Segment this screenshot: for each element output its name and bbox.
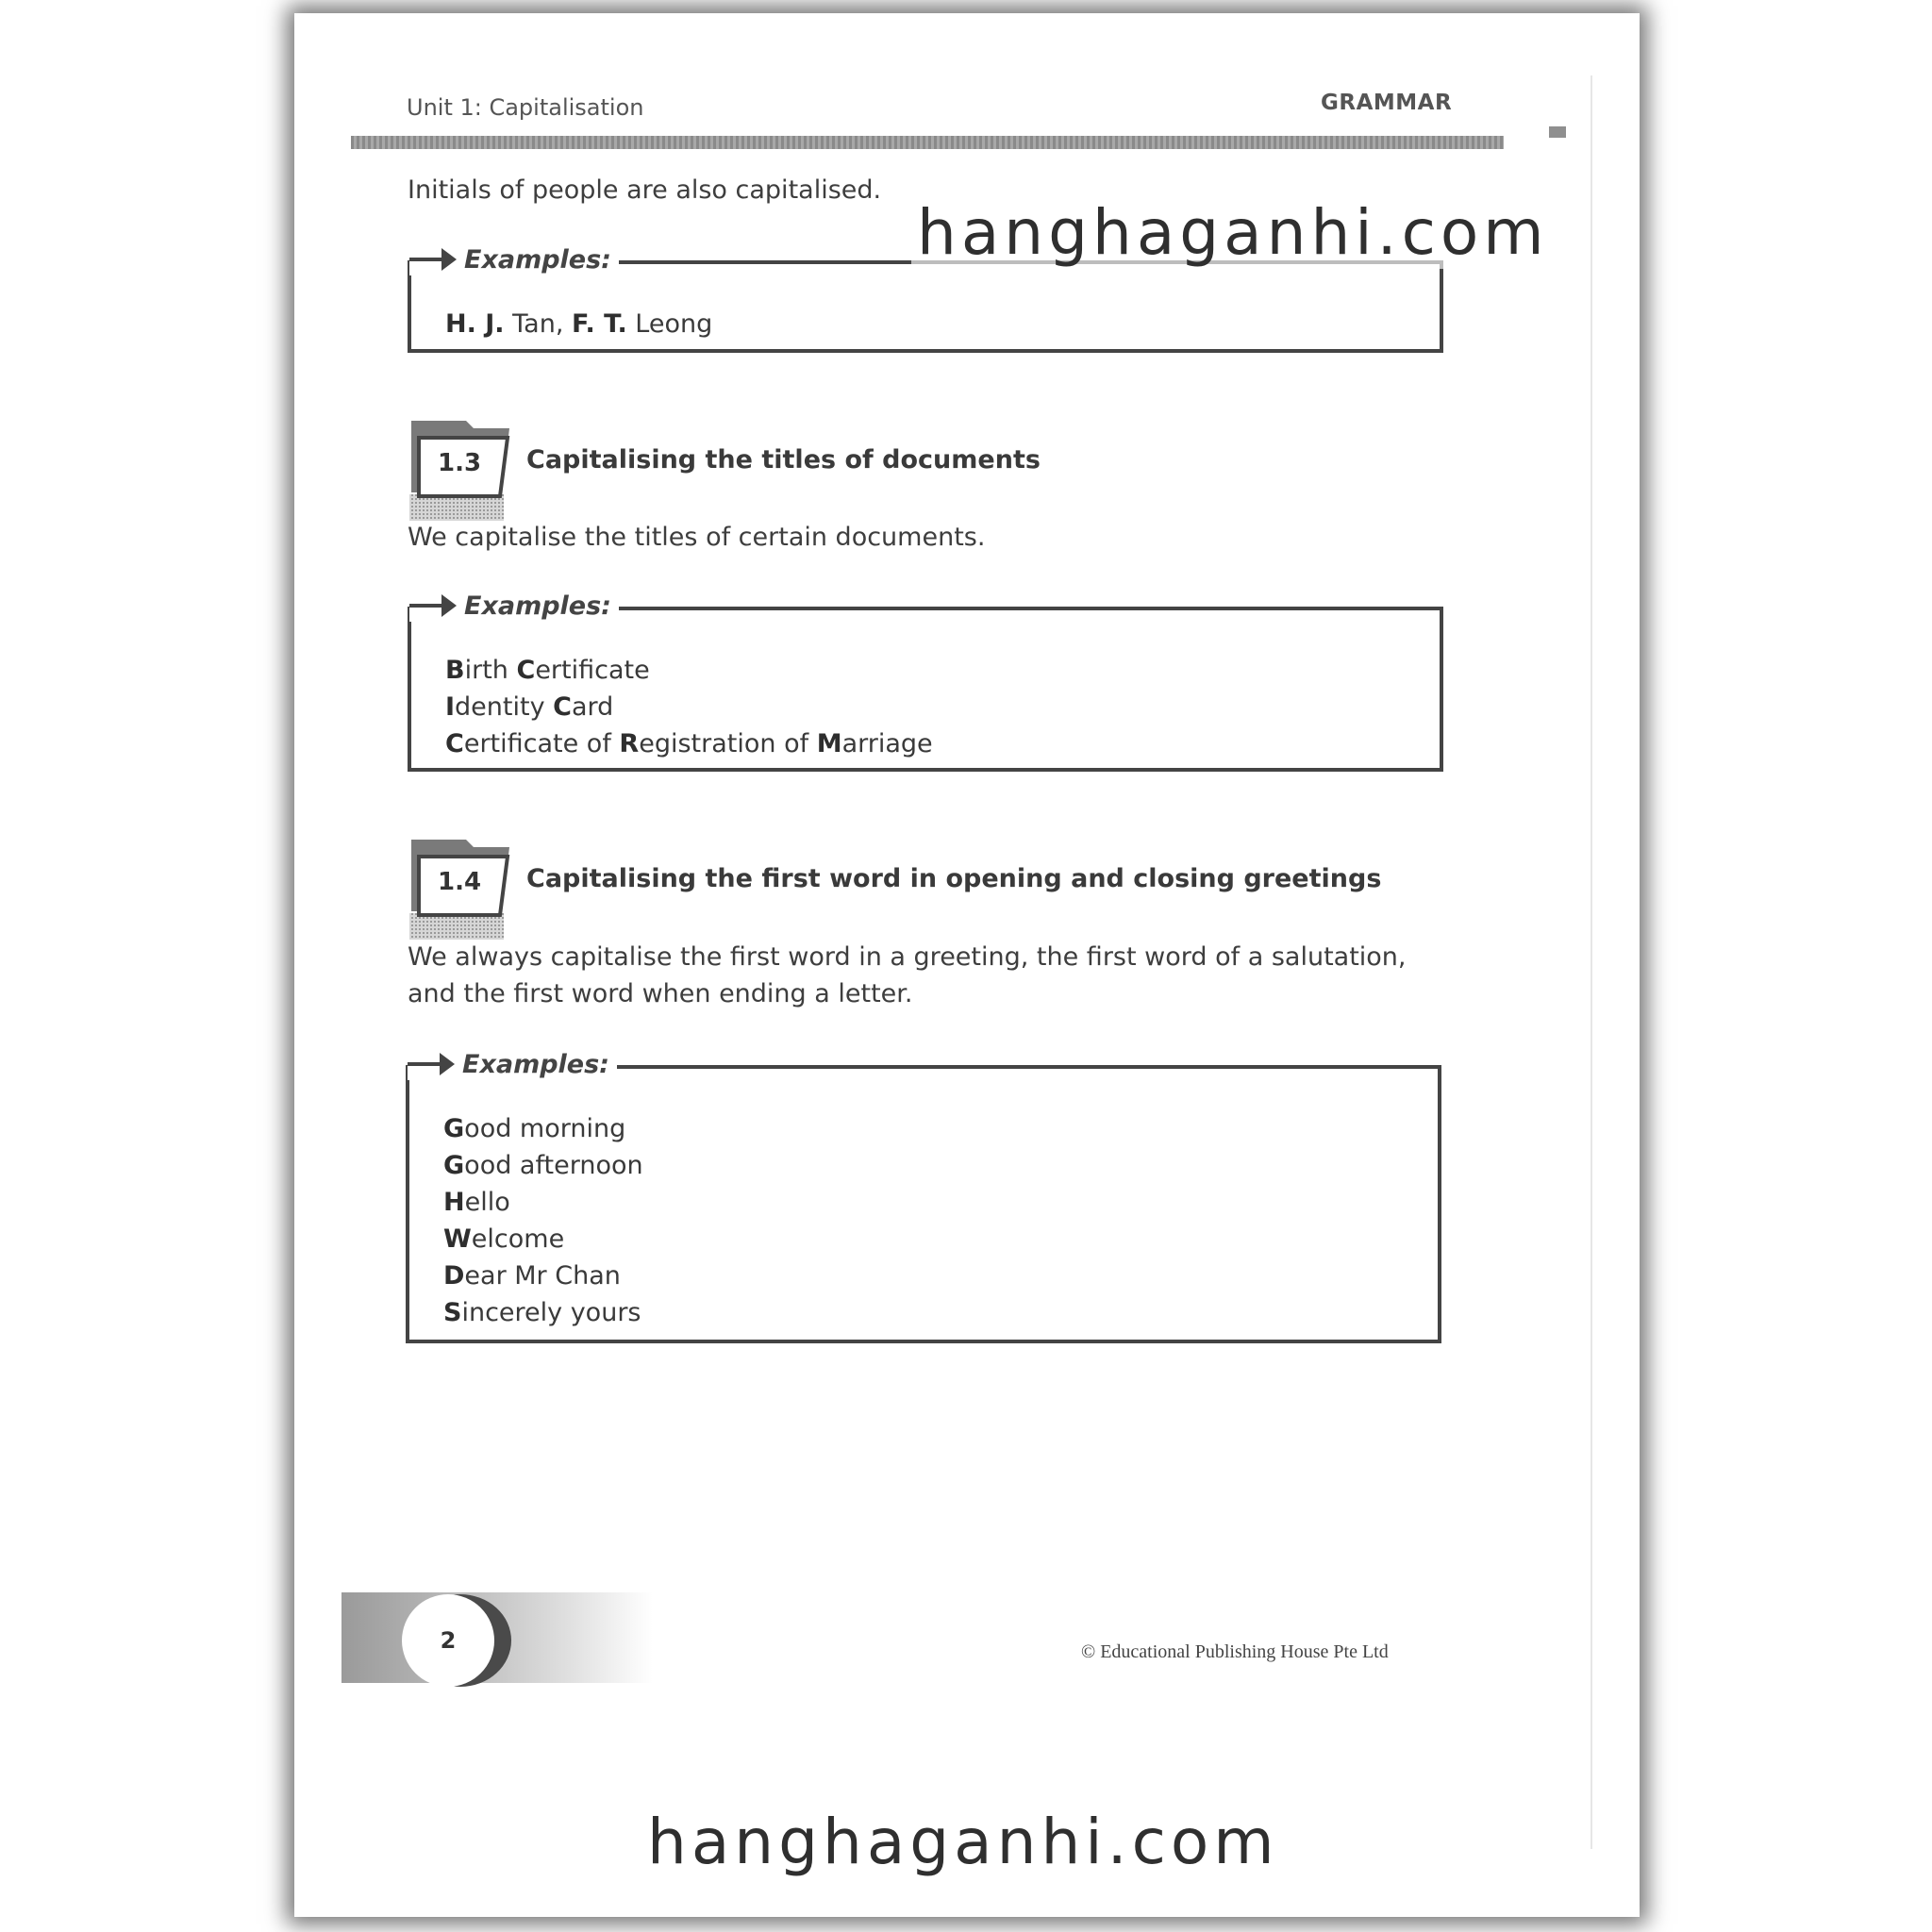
unit-title: Unit 1: Capitalisation [407, 94, 644, 121]
example-text: arriage [841, 729, 933, 758]
example-line [443, 1221, 643, 1257]
section-number: 1.4 [438, 868, 482, 896]
copyright-notice: © Educational Publishing House Pte Ltd [1081, 1641, 1389, 1662]
header-marker [1549, 126, 1566, 138]
example-line [443, 1110, 643, 1147]
examples-header [438, 1048, 617, 1080]
examples-header [440, 590, 619, 622]
watermark-top: hanghaganhi.com [911, 196, 1555, 269]
example-text: egistration of [639, 729, 817, 758]
example-text: irth [464, 656, 517, 685]
example-text: ood morning [464, 1114, 626, 1143]
section-1-3-body: We capitalise the titles of certain documents. [408, 523, 986, 552]
page-number-circle [402, 1594, 494, 1687]
example-line [443, 1257, 643, 1294]
examples-label: Examples: [464, 244, 611, 275]
capital-letter: D [443, 1261, 465, 1291]
example-text: incerely yours [461, 1298, 641, 1327]
capital-letter: B [445, 656, 465, 685]
arrow-icon [409, 590, 458, 622]
capital-letter: C [516, 656, 536, 685]
capital-letter: H [443, 1188, 465, 1217]
capital-letter: G [443, 1114, 465, 1143]
examples-label: Examples: [462, 1049, 609, 1079]
section-1-4-body-line-1: We always capitalise the first word in a greeting, the first word of a salutation, [408, 942, 1407, 972]
example-text: Tan, [504, 309, 572, 339]
watermark-bottom: hanghaganhi.com [647, 1806, 1279, 1878]
intro-text: Initials of people are also capitalised. [408, 175, 882, 205]
example-line [443, 1294, 643, 1331]
examples-list [445, 306, 712, 342]
examples-list [443, 1110, 643, 1331]
capital-letter: W [443, 1224, 472, 1254]
section-1-4-heading [408, 838, 1445, 941]
example-line [445, 306, 712, 342]
example-text: ello [464, 1188, 510, 1217]
example-line [445, 689, 933, 725]
section-number: 1.3 [438, 449, 482, 477]
example-text: ard [571, 692, 614, 722]
arrow-icon [408, 1048, 457, 1080]
example-line [445, 652, 933, 689]
section-title: Capitalising the titles of documents [526, 445, 1041, 475]
section-label: GRAMMAR [1321, 91, 1453, 115]
examples-box-greetings [406, 1049, 1441, 1343]
example-line [443, 1147, 643, 1184]
section-title: Capitalising the first word in opening and closing greetings [526, 864, 1382, 893]
example-text: Leong [626, 309, 713, 339]
arrow-icon [409, 243, 458, 275]
example-line [445, 725, 933, 762]
examples-list [445, 652, 933, 762]
capital-letter: R [619, 729, 640, 758]
capital-letter: S [443, 1298, 462, 1327]
example-text: dentity [455, 692, 554, 722]
capital-letter: H. J. [445, 309, 505, 339]
section-1-3-heading [408, 419, 1445, 523]
example-text: elcome [471, 1224, 565, 1254]
example-text: ear Mr Chan [464, 1261, 621, 1291]
capital-letter: M [816, 729, 842, 758]
capital-letter: F. T. [572, 309, 627, 339]
section-1-4-body-line-2: and the first word when ending a letter. [408, 979, 913, 1008]
example-text: ertificate [535, 656, 650, 685]
capital-letter: I [445, 692, 456, 722]
examples-label: Examples: [464, 591, 611, 621]
examples-box-documents [408, 591, 1443, 772]
header-rule [351, 136, 1504, 149]
capital-letter: C [445, 729, 464, 758]
capital-letter: G [443, 1151, 465, 1180]
example-line [443, 1184, 643, 1221]
example-text: ertificate of [463, 729, 620, 758]
example-text: ood afternoon [464, 1151, 643, 1180]
page-number: 2 [440, 1627, 457, 1654]
capital-letter: C [553, 692, 572, 722]
examples-box-initials [408, 244, 1443, 353]
examples-header [440, 243, 619, 275]
page-edge-line [1591, 75, 1592, 1849]
